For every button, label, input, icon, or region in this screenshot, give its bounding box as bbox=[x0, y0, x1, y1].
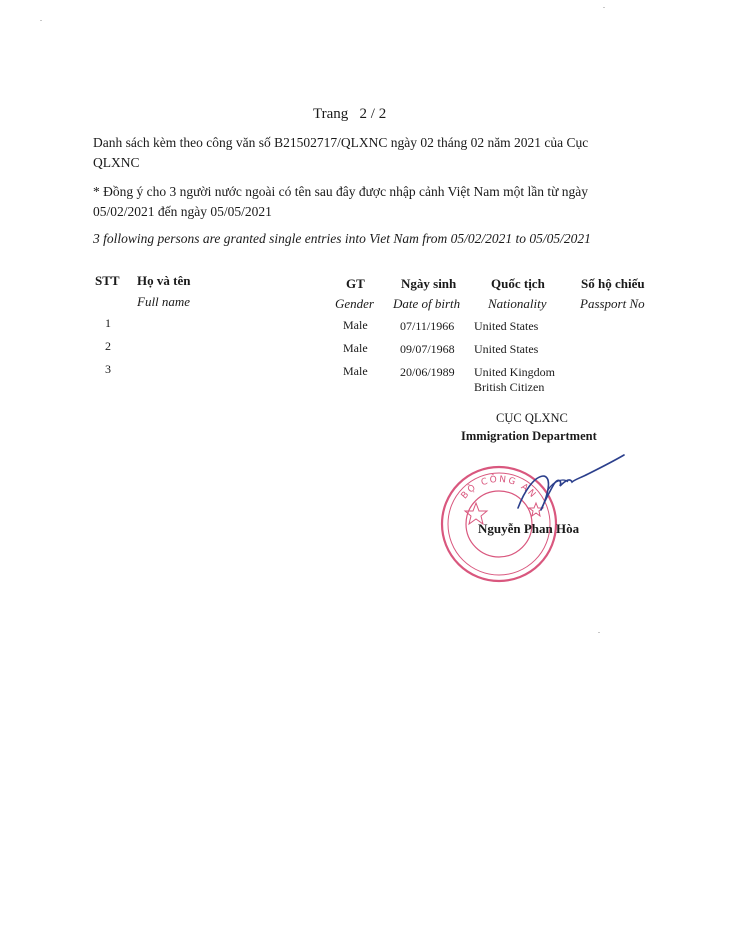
row-nationality: United States bbox=[474, 319, 539, 333]
intro-line-1: Danh sách kèm theo công văn số B21502717/QLXNC ngày 02 tháng 02 năm 2021 của Cục bbox=[93, 135, 589, 150]
row-stt: 2 bbox=[105, 339, 111, 353]
row-gender: Male bbox=[343, 341, 368, 355]
row-nationality: United Kingdom bbox=[474, 365, 555, 379]
header-passport: Số hộ chiếu bbox=[581, 276, 645, 291]
signature-office: CỤC QLXNC bbox=[496, 411, 568, 425]
signatory-name: Nguyễn Phan Hòa bbox=[478, 521, 580, 536]
page-count: 2 / 2 bbox=[359, 106, 387, 122]
header-nationality-en: Nationality bbox=[488, 296, 547, 311]
row-stt: 1 bbox=[105, 316, 111, 330]
row-dob: 09/07/1968 bbox=[400, 342, 455, 356]
approval-line-1: * Đồng ý cho 3 người nước ngoài có tên sau đây được nhập cảnh Việt Nam một lần từ ngày bbox=[93, 184, 589, 199]
approval-note-english: 3 following persons are granted single entries into Viet Nam from 05/02/2021 to 05/05/2021 bbox=[93, 231, 591, 246]
page-label: Trang bbox=[313, 106, 349, 122]
signature-department: Immigration Department bbox=[461, 429, 597, 443]
header-dob-en: Date of birth bbox=[393, 296, 461, 311]
header-name-en: Full name bbox=[137, 294, 191, 309]
handwritten-signature bbox=[510, 450, 630, 520]
header-passport-en: Passport No bbox=[580, 296, 645, 311]
header-gender-en: Gender bbox=[335, 296, 374, 311]
seal-text: BỘ CÔNG AN bbox=[459, 474, 539, 502]
row-nationality: United States bbox=[474, 342, 539, 356]
intro-paragraph bbox=[93, 133, 588, 173]
row-stt: 3 bbox=[105, 362, 111, 376]
header-gender: GT bbox=[346, 276, 365, 291]
scan-speck bbox=[603, 7, 605, 8]
scan-speck bbox=[598, 632, 600, 633]
page-number bbox=[313, 106, 386, 123]
row-nationality-secondary: British Citizen bbox=[474, 380, 545, 394]
row-dob: 07/11/1966 bbox=[400, 319, 455, 333]
header-nationality: Quốc tịch bbox=[491, 276, 545, 291]
header-dob: Ngày sinh bbox=[401, 276, 457, 291]
header-name: Họ và tên bbox=[137, 273, 191, 288]
header-stt: STT bbox=[95, 273, 120, 288]
approval-note bbox=[93, 182, 588, 222]
row-gender: Male bbox=[343, 364, 368, 378]
row-dob: 20/06/1989 bbox=[400, 365, 455, 379]
approval-line-2: 05/02/2021 đến ngày 05/05/2021 bbox=[93, 204, 272, 219]
signature-stroke bbox=[518, 455, 624, 510]
scan-speck bbox=[40, 20, 42, 21]
intro-line-2: QLXNC bbox=[93, 155, 140, 170]
row-gender: Male bbox=[343, 318, 368, 332]
